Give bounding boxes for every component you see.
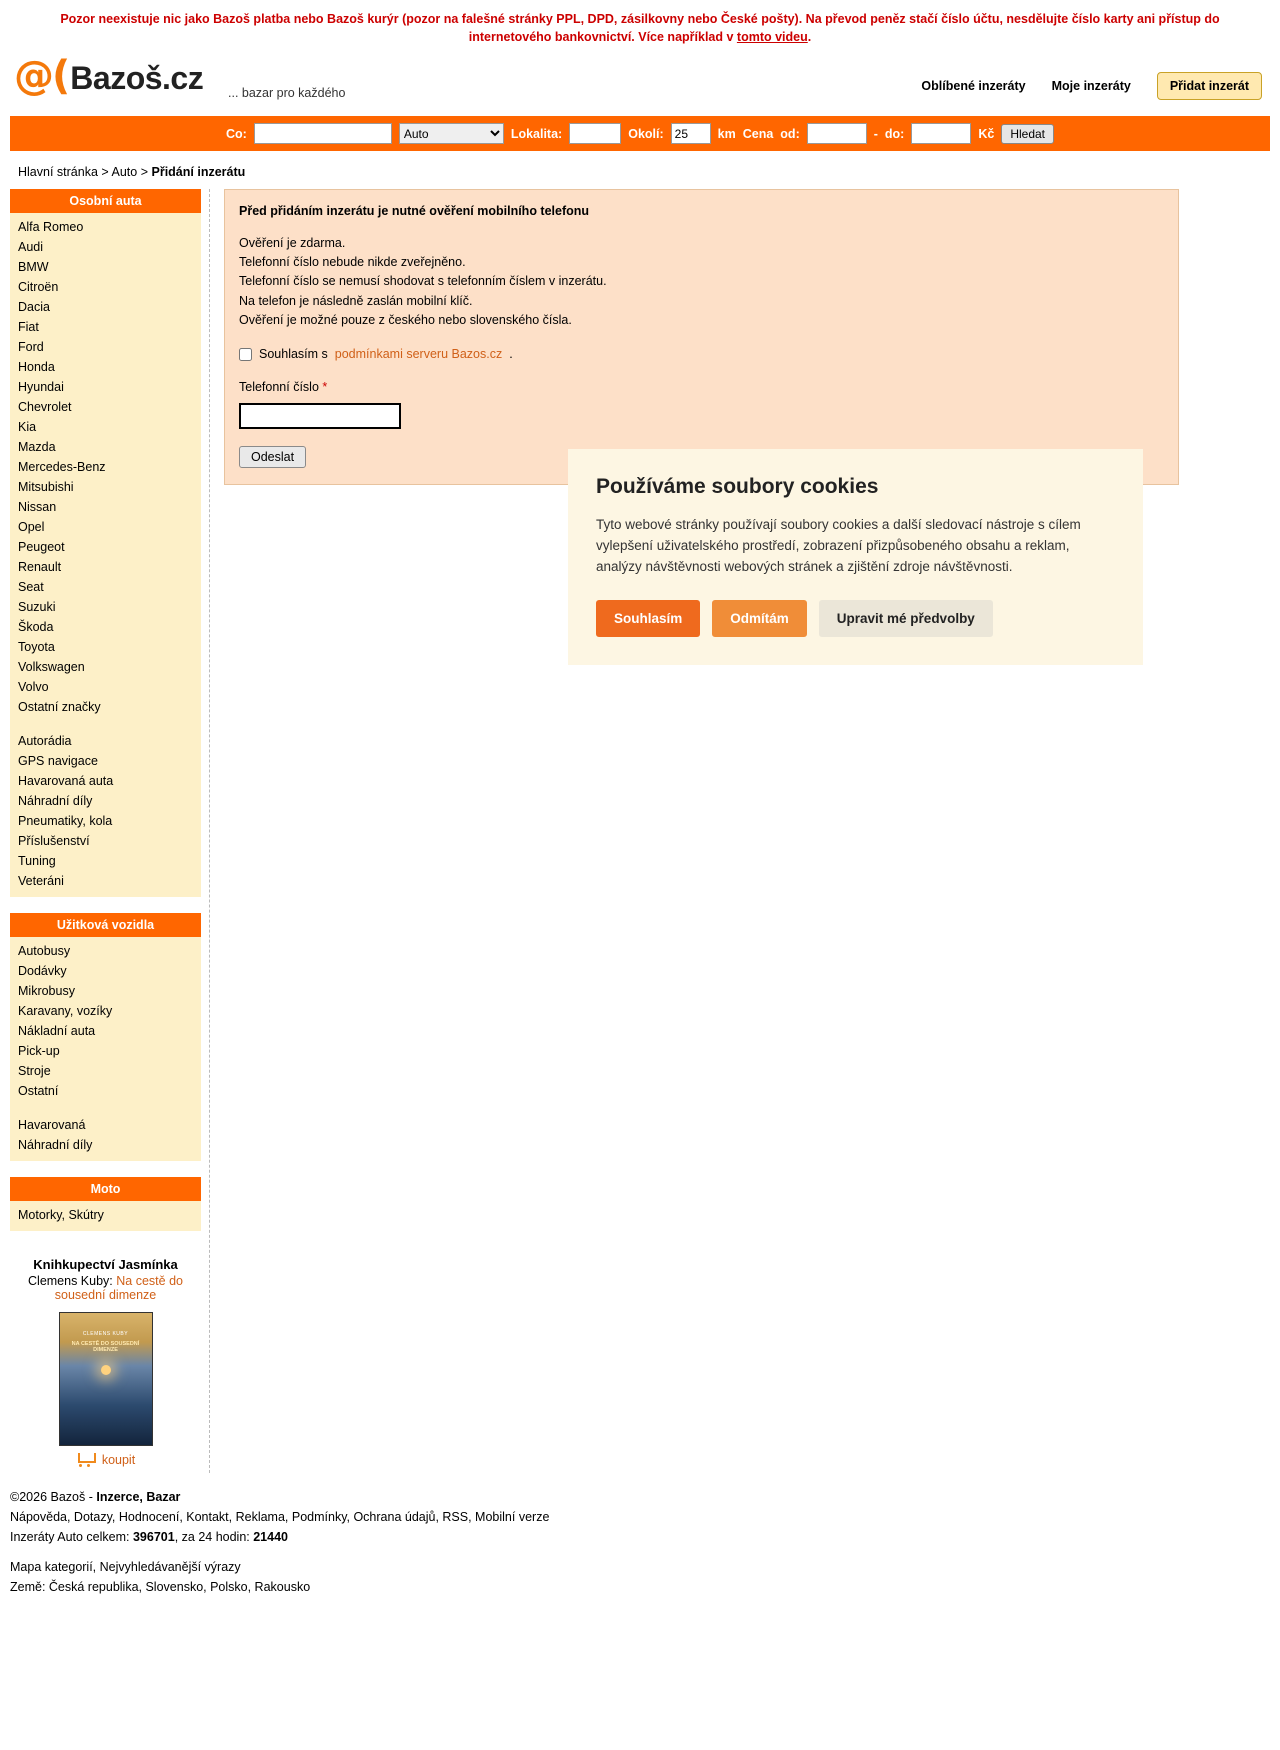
verification-line-5: Ověření je možné pouze z českého nebo slovenského čísla. xyxy=(239,313,572,328)
promo-buy-link[interactable]: koupit xyxy=(101,1452,136,1467)
main-content xyxy=(210,189,1270,627)
footer-countries[interactable]: Země: Česká republika, Slovensko, Polsko, Rakousko xyxy=(10,1580,311,1595)
warning-text-before: Pozor neexistuje nic jako Bazoš platba nebo Bazoš kurýr (pozor na falešné stránky PPL, DPD, zásilkovny nebo České pošty). Na převod peněz stačí číslo účtu, nesdělujte číslo karty ani přístup do internetového bankovnictví. Více například v xyxy=(60,12,1220,45)
sidebar-item-volvo[interactable]: Volvo xyxy=(18,680,49,695)
km-unit-label: km xyxy=(717,126,736,141)
price-dash: - xyxy=(873,126,878,141)
sidebar-item-peugeot[interactable]: Peugeot xyxy=(18,540,65,555)
sidebar-item-dacia[interactable]: Dacia xyxy=(18,300,50,315)
sidebar-item-volkswagen[interactable]: Volkswagen xyxy=(18,660,85,675)
phone-required-mark: * xyxy=(322,379,328,394)
breadcrumb-home[interactable]: Hlavní stránka xyxy=(18,165,98,180)
footer-links[interactable]: Nápověda, Dotazy, Hodnocení, Kontakt, Reklama, Podmínky, Ochrana údajů, RSS, Mobilní verze xyxy=(10,1510,550,1525)
sidebar-item-mercedes-benz[interactable]: Mercedes-Benz xyxy=(18,460,106,475)
logo-at-icon: @( xyxy=(14,53,69,100)
verification-line-4: Na telefon je následně zaslán mobilní klíč. xyxy=(239,293,473,308)
verification-info xyxy=(239,234,1164,331)
category-title-utility: Užitková vozidla xyxy=(10,913,201,937)
cookie-actions xyxy=(596,600,1115,637)
breadcrumb xyxy=(0,151,1280,189)
cookie-reject-button[interactable]: Odmítám xyxy=(712,600,807,637)
sidebar-item-ford[interactable]: Ford xyxy=(18,340,44,355)
category-list-utility xyxy=(10,937,201,1161)
sidebar-item-nissan[interactable]: Nissan xyxy=(18,500,57,515)
sidebar-item-opel[interactable]: Opel xyxy=(18,520,45,535)
terms-label: Souhlasím s xyxy=(259,346,328,361)
category-block-moto xyxy=(10,1177,201,1231)
sidebar-item-other-brands[interactable]: Ostatní značky xyxy=(18,700,101,715)
sidebar-item-audi[interactable]: Audi xyxy=(18,240,44,255)
footer-stats-day: 21440 xyxy=(253,1530,288,1545)
sidebar-item-honda[interactable]: Honda xyxy=(18,360,55,375)
sidebar-item-spare-parts[interactable]: Náhradní díly xyxy=(18,794,93,809)
terms-checkbox[interactable] xyxy=(239,348,252,361)
sidebar-item-tuning[interactable]: Tuning xyxy=(18,854,56,869)
sidebar-item-renault[interactable]: Renault xyxy=(18,560,62,575)
nav-my-ads[interactable]: Moje inzeráty xyxy=(1051,79,1131,94)
nav-favorites[interactable]: Oblíbené inzeráty xyxy=(921,79,1026,94)
cookie-banner xyxy=(568,449,1143,665)
site-logo[interactable] xyxy=(14,53,204,100)
breadcrumb-current: Přidání inzerátu xyxy=(151,165,246,180)
breadcrumb-auto[interactable]: Auto xyxy=(111,165,138,180)
phone-label-row xyxy=(239,378,1164,397)
promo-book-link[interactable]: Na cestě do sousední dimenze xyxy=(54,1274,183,1303)
price-from-label: od: xyxy=(780,126,800,141)
add-ad-button[interactable]: Přidat inzerát xyxy=(1157,72,1262,100)
sidebar-item-trucks[interactable]: Nákladní auta xyxy=(18,1024,96,1039)
category-gap xyxy=(10,717,201,731)
warning-video-link[interactable]: tomto videu xyxy=(736,30,808,45)
sidebar-item-toyota[interactable]: Toyota xyxy=(18,640,55,655)
footer-stats xyxy=(10,1527,1270,1547)
sidebar-item-seat[interactable]: Seat xyxy=(18,580,44,595)
cookie-title: Používáme soubory cookies xyxy=(596,475,879,499)
sidebar xyxy=(10,189,210,1473)
phone-input[interactable] xyxy=(239,403,401,429)
promo-subtitle xyxy=(10,1274,201,1302)
category-block-utility xyxy=(10,913,201,1161)
footer-stats-total: 396701 xyxy=(132,1530,175,1545)
promo-author: Clemens Kuby: xyxy=(28,1274,113,1289)
category-title-cars: Osobní auta xyxy=(10,189,201,213)
sidebar-item-minibuses[interactable]: Mikrobusy xyxy=(18,984,75,999)
promo-cover-sun-icon xyxy=(101,1365,111,1375)
sidebar-item-utility-spare-parts[interactable]: Náhradní díly xyxy=(18,1138,93,1153)
category-gap-utility xyxy=(10,1101,201,1115)
footer-stats-prefix: Inzeráty Auto celkem: xyxy=(10,1530,133,1545)
sidebar-item-skoda[interactable]: Škoda xyxy=(18,620,54,635)
sidebar-item-hyundai[interactable]: Hyundai xyxy=(18,380,64,395)
sidebar-item-chevrolet[interactable]: Chevrolet xyxy=(18,400,72,415)
sidebar-item-citroen[interactable]: Citroën xyxy=(18,280,59,295)
footer-copyright xyxy=(10,1487,1270,1507)
sidebar-item-caravans[interactable]: Karavany, vozíky xyxy=(18,1004,113,1019)
radius-input[interactable] xyxy=(671,123,711,144)
price-to-label: do: xyxy=(884,126,905,141)
verification-line-1: Ověření je zdarma. xyxy=(239,235,346,250)
category-title-moto: Moto xyxy=(10,1177,201,1201)
currency-label: Kč xyxy=(978,126,995,141)
cookie-text: Tyto webové stránky používají soubory cookies a další sledovací nástroje s cílem vylepšení uživatelského prostředí, zobrazení přizpůsobeného obsahu a reklam, analýzy návštěvnosti webových stránek a zjištění zdroje návštěvnosti. xyxy=(596,517,1081,575)
promo-buy-row xyxy=(10,1452,201,1467)
breadcrumb-sep-2: > xyxy=(140,165,149,180)
cookie-accept-button[interactable]: Souhlasím xyxy=(596,600,700,637)
sidebar-item-veterans[interactable]: Veteráni xyxy=(18,874,64,889)
header-nav xyxy=(921,72,1262,100)
price-label: Cena xyxy=(742,126,774,141)
footer-copyright-link[interactable]: Inzerce, Bazar xyxy=(96,1490,181,1505)
submit-button[interactable]: Odeslat xyxy=(239,446,306,468)
category-list-moto xyxy=(10,1201,201,1231)
price-from-input[interactable] xyxy=(807,123,867,144)
sidebar-item-alfa-romeo[interactable]: Alfa Romeo xyxy=(18,220,84,235)
sidebar-item-pickup[interactable]: Pick-up xyxy=(18,1044,60,1059)
phone-verification-panel xyxy=(224,189,1179,485)
radius-label: Okolí: xyxy=(628,126,664,141)
site-header xyxy=(0,50,1280,108)
footer-stats-middle: , za 24 hodin: xyxy=(174,1530,254,1545)
cart-icon xyxy=(76,1452,96,1467)
site-slogan: ... bazar pro každého xyxy=(228,86,346,101)
footer-separator xyxy=(10,1547,1270,1557)
sidebar-item-accessories[interactable]: Příslušenství xyxy=(18,834,90,849)
sidebar-item-car-radios[interactable]: Autorádia xyxy=(18,734,72,749)
site-warning xyxy=(0,0,1280,50)
sidebar-item-kia[interactable]: Kia xyxy=(18,420,37,435)
sidebar-item-bmw[interactable]: BMW xyxy=(18,260,49,275)
sidebar-item-motorcycles[interactable]: Motorky, Skútry xyxy=(18,1208,104,1223)
verification-line-2: Telefonní číslo nebude nikde zveřejněno. xyxy=(239,255,466,269)
footer-maps[interactable]: Mapa kategorií, Nejvyhledávanější výrazy xyxy=(10,1560,241,1575)
logo-text: Bazoš.cz xyxy=(70,60,204,97)
sidebar-item-vans[interactable]: Dodávky xyxy=(18,964,67,979)
warning-text-after: . xyxy=(807,30,812,45)
cookie-customize-button[interactable]: Upravit mé předvolby xyxy=(819,600,993,637)
sidebar-item-tyres-wheels[interactable]: Pneumatiky, kola xyxy=(18,814,113,829)
terms-agreement-row xyxy=(239,345,1164,364)
search-input[interactable] xyxy=(254,123,392,144)
sidebar-item-other[interactable]: Ostatní xyxy=(18,1084,59,1099)
phone-label: Telefonní číslo xyxy=(239,379,319,394)
search-what-label: Co: xyxy=(225,126,247,141)
category-block-cars xyxy=(10,189,201,897)
promo-banner xyxy=(10,1247,201,1473)
promo-cover-title-line: NA CESTĚ DO SOUSEDNÍ DIMENZE xyxy=(71,1341,140,1354)
sidebar-item-mitsubishi[interactable]: Mitsubishi xyxy=(18,480,74,495)
terms-dot: . xyxy=(509,346,513,361)
sidebar-item-mazda[interactable]: Mazda xyxy=(18,440,56,455)
category-select[interactable] xyxy=(399,123,504,144)
locality-label: Lokalita: xyxy=(510,126,563,141)
body-wrapper xyxy=(0,189,1280,1473)
sidebar-item-machines[interactable]: Stroje xyxy=(18,1064,51,1079)
site-footer xyxy=(0,1473,1280,1617)
verification-line-3: Telefonní číslo se nemusí shodovat s telefonním číslem v inzerátu. xyxy=(239,274,607,289)
sidebar-item-damaged[interactable]: Havarovaná xyxy=(18,1118,86,1133)
search-button[interactable]: Hledat xyxy=(1001,124,1054,144)
sidebar-item-buses[interactable]: Autobusy xyxy=(18,944,71,959)
search-bar xyxy=(10,116,1270,151)
breadcrumb-sep-1: > xyxy=(101,165,109,180)
footer-copyright-text: ©2026 Bazoš - xyxy=(10,1490,97,1505)
category-list-cars xyxy=(10,213,201,897)
price-to-input[interactable] xyxy=(911,123,971,144)
verification-title: Před přidáním inzerátu je nutné ověření mobilního telefonu xyxy=(239,204,590,219)
sidebar-item-gps[interactable]: GPS navigace xyxy=(18,754,98,769)
sidebar-item-fiat[interactable]: Fiat xyxy=(18,320,39,335)
locality-input[interactable] xyxy=(569,123,621,144)
sidebar-item-damaged-cars[interactable]: Havarovaná auta xyxy=(18,774,114,789)
promo-book-cover[interactable] xyxy=(59,1312,153,1446)
promo-title: Knihkupectví Jasmínka xyxy=(33,1257,178,1273)
promo-cover-author-line: CLEMENS KUBY xyxy=(82,1331,129,1338)
sidebar-item-suzuki[interactable]: Suzuki xyxy=(18,600,56,615)
terms-link[interactable]: podmínkami serveru Bazos.cz xyxy=(334,346,503,361)
